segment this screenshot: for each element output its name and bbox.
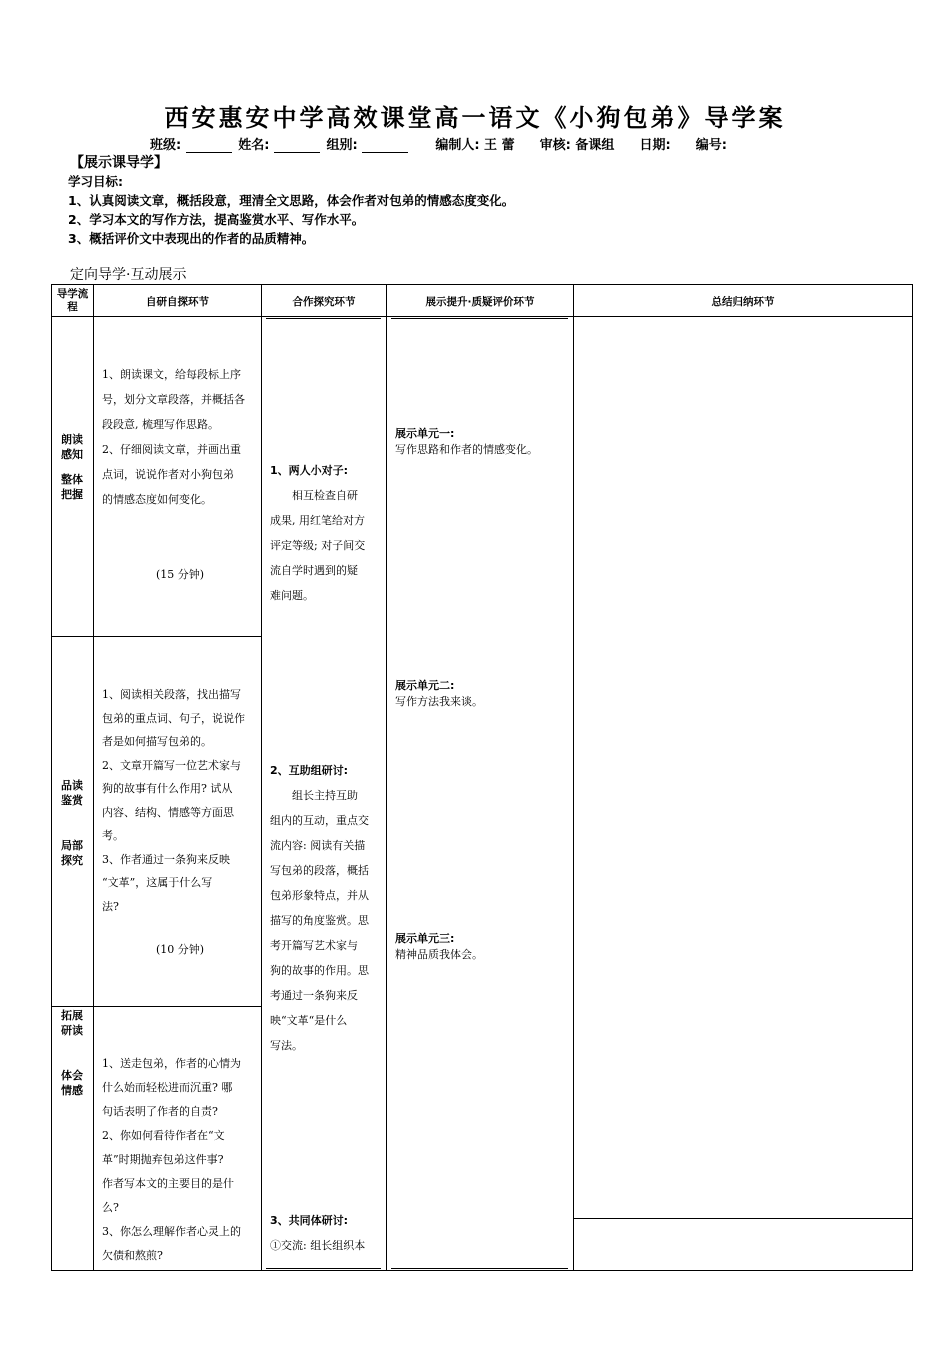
goal-item: 1、认真阅读文章，概括段意，理清全文思路，体会作者对包弟的情感态度变化。 — [68, 193, 515, 208]
editor-info: 编制人: 王 蕾 — [435, 138, 515, 153]
summary-area[interactable] — [574, 317, 912, 1217]
summary-area-bottom[interactable] — [574, 1219, 912, 1269]
learning-goals — [68, 172, 514, 248]
col-divider — [386, 284, 387, 1271]
display-unit-2: 展示单元二: 写作方法我来谈。 — [395, 679, 483, 708]
display-unit-3: 展示单元三: 精神品质我体会。 — [395, 932, 483, 961]
cooperation-block-2: 2、互助组研讨: 组长主持互助 组内的互动，重点交 流内容: 阅读有关描 写包弟的段落，概括 包弟形象特点，并从 描写的角度鉴赏。思 考开篇写艺术家与 狗的故事的作用。思 考通过一条狗来反 映“文革“是什么 写法。 — [270, 764, 369, 1052]
cooperation-block-3: 3、共同体研讨: ①交流: 组长组织本 — [270, 1214, 366, 1252]
table-border-bottom — [51, 1270, 913, 1271]
display-inner-top — [391, 318, 568, 319]
header-self-study: 自研自探环节 — [146, 296, 209, 308]
section-subtitle: 定向导学·互动展示 — [70, 267, 187, 283]
class-blank[interactable] — [186, 140, 232, 153]
cooperation-block-1: 1、两人小对子: 相互检查自研 成果, 用红笔给对方 评定等级; 对子间交 流自学时遇到的疑 难问题。 — [270, 464, 366, 602]
display-inner-bottom — [391, 1268, 568, 1269]
row-divider — [51, 636, 262, 637]
goal-item: 2、学习本文的写作方法，提高鉴赏水平、写作水平。 — [68, 212, 365, 227]
time-note: (10 分钟) — [155, 943, 205, 956]
stage-label: 拓展 研读 体会 情感 — [61, 1009, 83, 1097]
number-label: 编号: — [695, 138, 727, 153]
reviewer-info: 审核: 备课组 — [539, 138, 615, 153]
row-divider — [51, 1006, 262, 1007]
group-blank[interactable] — [362, 140, 408, 153]
name-blank[interactable] — [274, 140, 320, 153]
goals-heading: 学习目标: — [68, 174, 123, 189]
header-summary: 总结归纳环节 — [711, 296, 775, 308]
header-cooperation: 合作探究环节 — [292, 296, 356, 308]
time-note: (15 分钟) — [155, 568, 205, 581]
class-label: 班级: — [150, 138, 182, 153]
section-tag: 【展示课导学】 — [70, 155, 168, 171]
self-study-cell-2: 1、阅读相关段落，找出描写 包弟的重点词、句子，说说作 者是如何描写包弟的。 2、文章开篇写一位艺术家与 狗的故事有什么作用? 试从 内容、结构、情感等方面思 考。 3、作者通过一条狗来反映 “文革”，这属于什么写 法? (10 分钟) — [102, 683, 258, 962]
table-border-top — [51, 284, 913, 285]
display-unit-1: 展示单元一: 写作思路和作者的情感变化。 — [395, 427, 538, 456]
coop-inner-bottom — [266, 1268, 381, 1269]
stage-label: 品读 鉴赏 局部 探究 — [61, 779, 83, 867]
col-divider — [93, 284, 94, 1271]
date-label: 日期: — [639, 138, 671, 153]
coop-inner-top — [266, 318, 381, 319]
name-label: 姓名: — [238, 138, 270, 153]
group-label: 组别: — [326, 138, 358, 153]
stage-label: 朗读 感知 整体 把握 — [61, 433, 83, 501]
col-divider — [261, 284, 262, 1271]
header-display: 展示提升·质疑评价环节 — [425, 296, 535, 308]
table-border-right — [912, 284, 913, 1271]
header-process: 导学流程 — [56, 288, 89, 313]
self-study-cell-3: 1、送走包弟，作者的心情为 什么始而轻松进而沉重? 哪 句话表明了作者的自责? 2、你如何看待作者在“文 革”时期抛弃包弟这件事? 作者写本文的主要目的是什 么? 3、你怎么理解作者心灵上的 欠债和熬煎? — [102, 1057, 241, 1262]
page-title: 西安惠安中学高效课堂高一语文《小狗包弟》导学案 — [164, 103, 786, 132]
info-line — [150, 134, 727, 153]
self-study-cell-1: 1、朗读课文，给每段标上序 号，划分文章段落，并概括各 段段意, 梳理写作思路。 2、仔细阅读文章，并画出重 点词，说说作者对小狗包弟 的情感态度如何变化。 (15 分钟) — [102, 362, 258, 587]
goal-item: 3、概括评价文中表现出的作者的品质精神。 — [68, 231, 315, 246]
